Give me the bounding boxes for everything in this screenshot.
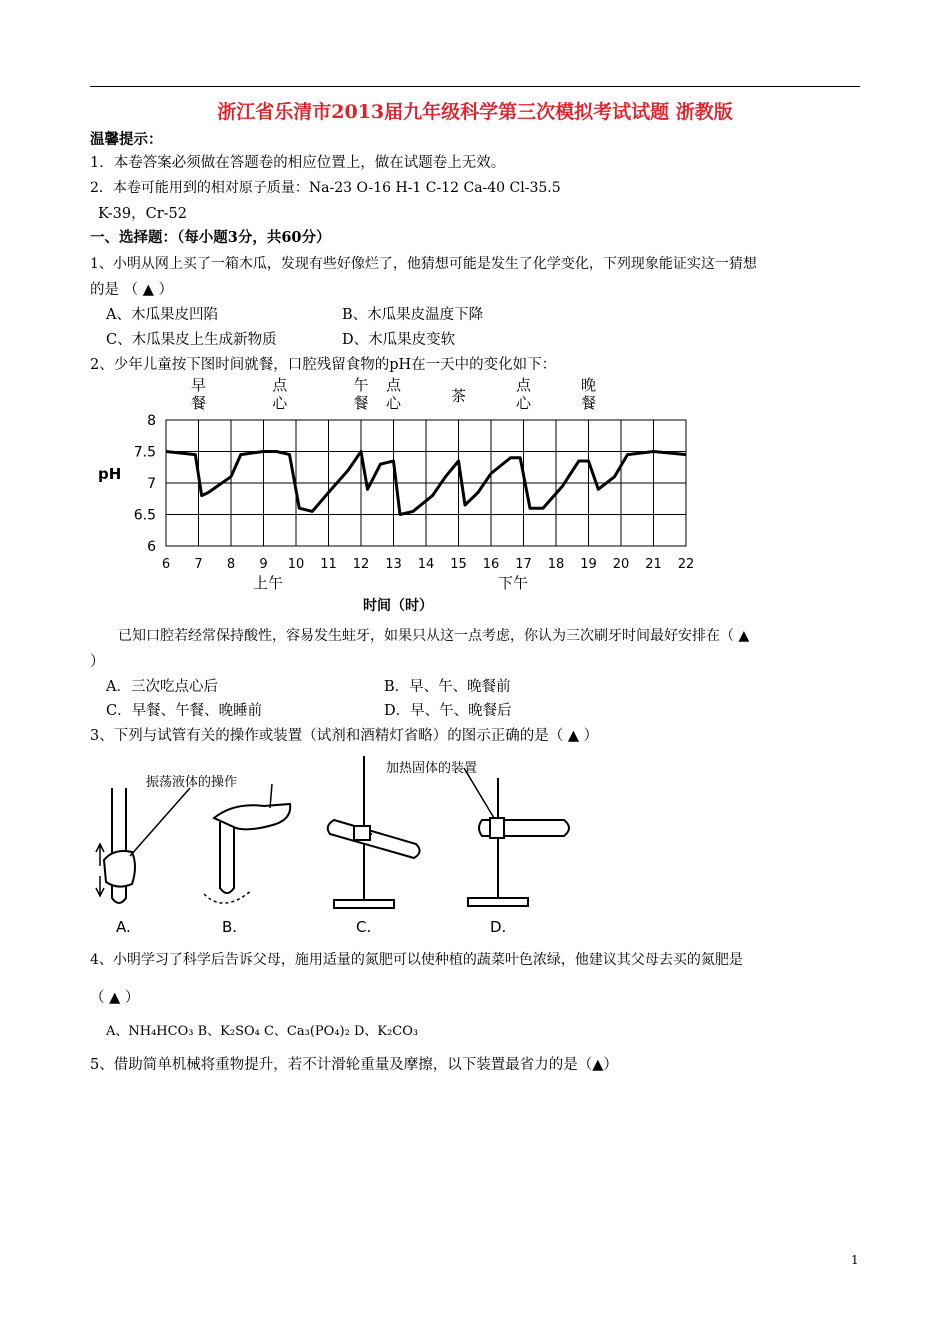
x-tick-label: 20 bbox=[612, 557, 630, 572]
page-title: 浙江省乐清市2013届九年级科学第三次模拟考试试题 浙教版 bbox=[217, 101, 733, 123]
page-number: 1 bbox=[851, 1253, 859, 1267]
q2-stem: 2、少年儿童按下图时间就餐，口腔残留食物的pH在一天中的变化如下： bbox=[90, 357, 557, 373]
x-tick-label: 8 bbox=[226, 557, 236, 572]
q1-option-a: A、木瓜果皮凹陷 bbox=[106, 307, 218, 323]
label-d: D. bbox=[490, 918, 507, 936]
y-tick-label: 7 bbox=[147, 476, 156, 492]
meal-event-label: 茶 bbox=[450, 387, 467, 405]
figure-a bbox=[96, 788, 190, 903]
x-tick-label: 7 bbox=[194, 557, 203, 572]
q1-option-b: B、木瓜果皮温度下降 bbox=[342, 307, 484, 323]
meal-event-label: 晚餐 bbox=[580, 376, 597, 412]
meal-event-label: 点心 bbox=[515, 376, 532, 412]
y-tick-label: 7.5 bbox=[133, 444, 156, 461]
label-c: C. bbox=[356, 918, 372, 936]
meal-event-label: 早餐 bbox=[190, 376, 207, 412]
pm-label: 下午 bbox=[498, 574, 529, 592]
q2-option-a: A．三次吃点心后 bbox=[106, 679, 218, 695]
q1-stem-1: 1、小明从网上买了一箱木瓜，发现有些好像烂了，他猜想可能是发生了化学变化，下列现象能证实这一猜想 bbox=[90, 256, 757, 272]
q2-option-c: C．早餐、午餐、晚睡前 bbox=[106, 703, 263, 719]
q2-text-1: 已知口腔若经常保持酸性，容易发生蛀牙，如果只从这一点考虑，你认为三次刷牙时间最好安排在（ ▲ bbox=[118, 628, 750, 644]
q2-option-b: B．早、午、晚餐前 bbox=[384, 679, 511, 695]
notice-item-2: 2．本卷可能用到的相对原子质量：Na-23 O-16 H-1 C-12 Ca-40 Cl-35.5 bbox=[90, 180, 561, 196]
q3-stem: 3、下列与试管有关的操作或装置（试剂和酒精灯省略）的图示正确的是（ ▲ ） bbox=[90, 728, 599, 744]
x-tick-label: 17 bbox=[515, 557, 532, 572]
x-axis-label: 时间（时） bbox=[363, 598, 433, 614]
y-tick-label: 6.5 bbox=[133, 507, 156, 524]
meal-event-label: 点心 bbox=[385, 376, 402, 412]
x-tick-label: 13 bbox=[385, 557, 402, 572]
x-tick-label: 21 bbox=[645, 557, 662, 572]
label-heat: 加热固体的装置 bbox=[386, 761, 478, 776]
x-tick-label: 22 bbox=[677, 557, 695, 572]
ph-chart bbox=[90, 373, 710, 618]
notice-item-1: 1．本卷答案必须做在答题卷的相应位置上，做在试题卷上无效。 bbox=[90, 155, 506, 171]
x-tick-label: 11 bbox=[320, 557, 337, 572]
figure-b bbox=[204, 784, 290, 903]
x-tick-label: 18 bbox=[547, 557, 565, 572]
q4-options: A、NH₄HCO₃ B、K₂SO₄ C、Ca₃(PO₄)₂ D、K₂CO₃ bbox=[106, 1024, 419, 1039]
q2-text-2: ） bbox=[90, 654, 105, 670]
label-shake: 振荡液体的操作 bbox=[146, 775, 238, 790]
q5-stem: 5、借助简单机械将重物提升，若不计滑轮重量及摩擦，以下装置最省力的是（▲） bbox=[90, 1057, 618, 1073]
meal-event-label: 午餐 bbox=[353, 376, 369, 412]
x-tick-label: 6 bbox=[161, 557, 171, 572]
q4-stem: 4、小明学习了科学后告诉父母，施用适量的氮肥可以使种植的蔬菜叶色浓绿，他建议其父母去买的氮肥是 bbox=[90, 952, 743, 968]
y-tick-label: 6 bbox=[147, 539, 156, 555]
x-tick-label: 16 bbox=[482, 557, 500, 572]
x-tick-label: 9 bbox=[259, 557, 268, 572]
y-tick-label: 8 bbox=[147, 413, 156, 429]
q1-option-c: C、木瓜果皮上生成新物质 bbox=[106, 332, 277, 348]
q1-stem-2: 的是 （ ▲ ） bbox=[90, 282, 173, 298]
x-tick-label: 15 bbox=[450, 557, 467, 572]
section-heading: 一、选择题：（每小题3分，共60分） bbox=[90, 229, 331, 246]
x-tick-label: 19 bbox=[580, 557, 597, 572]
q1-option-d: D、木瓜果皮变软 bbox=[342, 332, 456, 348]
figure-d bbox=[464, 768, 569, 906]
header-rule bbox=[90, 86, 860, 87]
meal-event-label: 点心 bbox=[272, 376, 288, 412]
x-tick-label: 12 bbox=[352, 557, 370, 572]
am-label: 上午 bbox=[253, 574, 284, 592]
q2-option-d: D．早、午、晚餐后 bbox=[384, 703, 512, 719]
q4-blank: （ ▲ ） bbox=[90, 990, 140, 1006]
q3-figure bbox=[94, 748, 576, 943]
y-axis-label: pH bbox=[98, 465, 122, 483]
x-tick-label: 14 bbox=[417, 557, 435, 572]
figure-c bbox=[328, 756, 420, 908]
x-tick-label: 10 bbox=[287, 557, 305, 572]
notice-item-2b: K-39，Cr-52 bbox=[98, 206, 188, 222]
label-a: A. bbox=[116, 918, 131, 936]
notice-heading: 温馨提示： bbox=[90, 131, 163, 148]
label-b: B. bbox=[222, 918, 238, 936]
